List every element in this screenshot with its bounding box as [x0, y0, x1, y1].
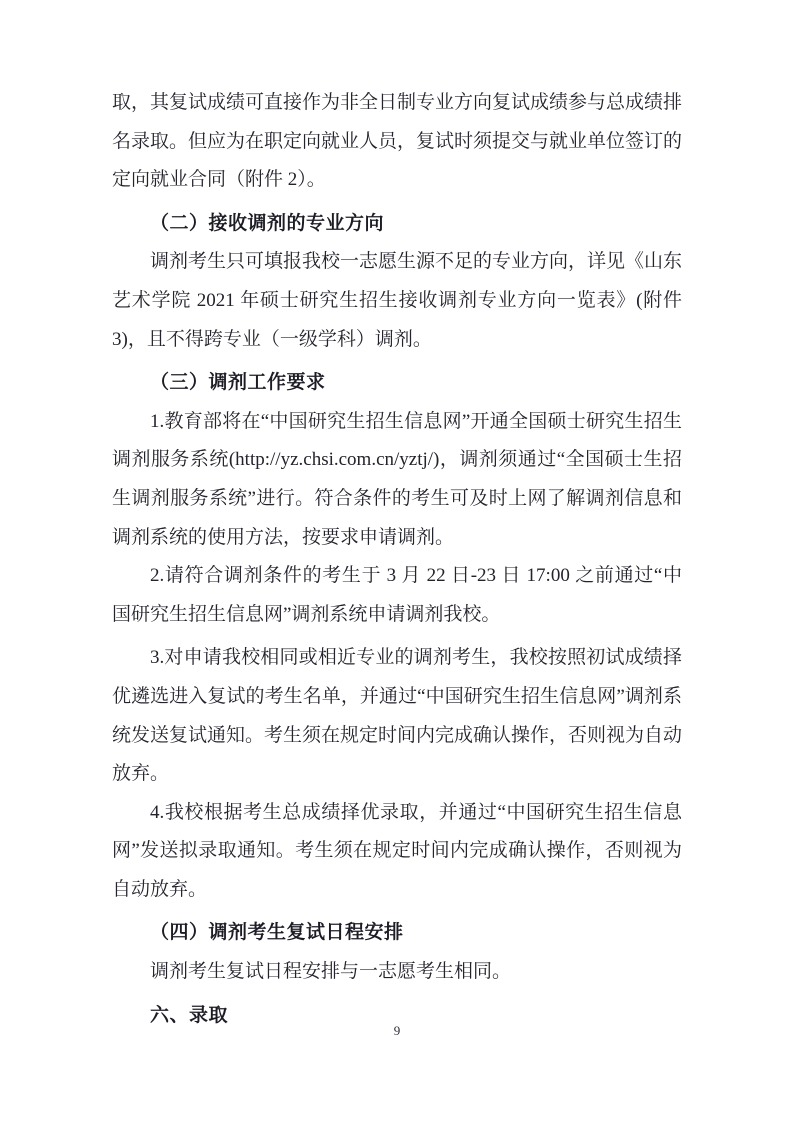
list-item-4: 4.我校根据考生总成绩择优录取，并通过“中国研究生招生信息网”发送拟录取通知。考生须在规定时间内完成确认操作，否则视为自动放弃。 [112, 801, 682, 900]
document-body [112, 84, 682, 1035]
paragraph: 调剂考生只可填报我校一志愿生源不足的专业方向，详见《山东艺术学院 2021 年硕士研究生招生接收调剂专业方向一览表》(附件 3)，且不得跨专业（一级学科）调剂。 [112, 251, 683, 350]
section-heading-2: （二）接收调剂的专业方向 [150, 212, 385, 234]
page-number: 9 [393, 1023, 401, 1038]
list-item-1: 1.教育部将在“中国研究生招生信息网”开通全国硕士研究生招生调剂服务系统(http://yz.chsi.com.cn/yztj/)，调剂须通过“全国硕士生招生调剂服务系统”进行。符合条件的考生可及时上网了解调剂信息和调剂系统的使用方法，按要求申请调剂。 [112, 410, 682, 548]
list-item-2: 2.请符合调剂条件的考生于 3 月 22 日-23 日 17:00 之前通过“中国研究生招生信息网”调剂系统申请调剂我校。 [112, 565, 682, 625]
paragraph: 调剂考生复试日程安排与一志愿考生相同。 [150, 961, 512, 983]
chapter-heading-6: 六、录取 [150, 1004, 229, 1026]
section-heading-4: （四）调剂考生复试日程安排 [150, 922, 404, 944]
list-item-3: 3.对申请我校相同或相近专业的调剂考生，我校按照初试成绩择优遴选进入复试的考生名单，并通过“中国研究生招生信息网”调剂系统发送复试通知。考生须在规定时间内完成确认操作，否则视为自动放弃。 [112, 647, 683, 785]
section-heading-3: （三）调剂工作要求 [150, 372, 326, 394]
paragraph-continuation: 取，其复试成绩可直接作为非全日制专业方向复试成绩参与总成绩排名录取。但应为在职定向就业人员，复试时须提交与就业单位签订的定向就业合同（附件 2）。 [112, 92, 683, 191]
